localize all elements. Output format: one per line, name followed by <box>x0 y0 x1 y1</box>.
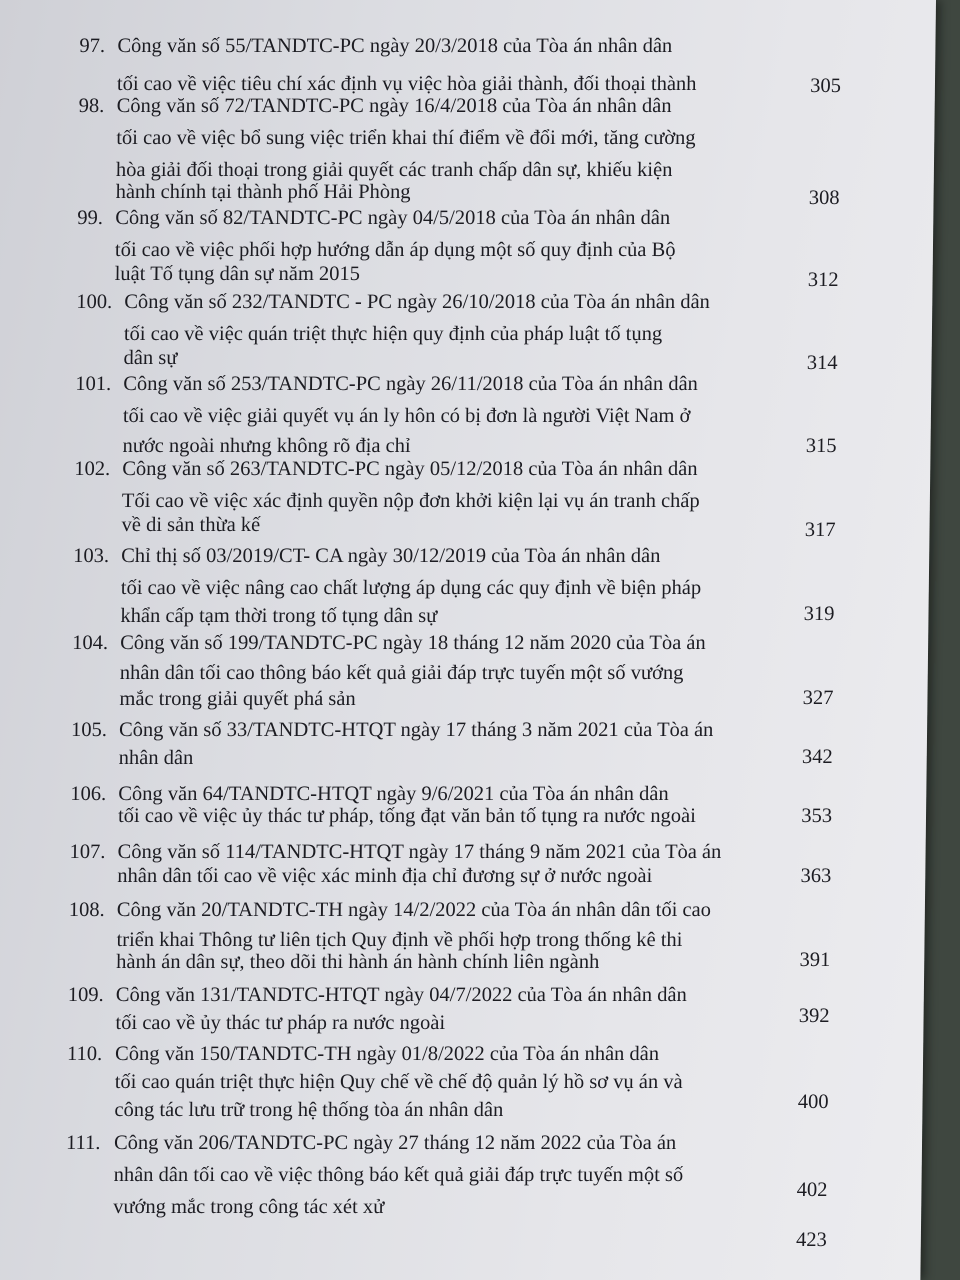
entry-number: 97. <box>79 35 106 57</box>
entry-text-line: tối cao quán triệt thực hiện Quy chế về chế độ quản lý hồ sơ vụ án và <box>114 1071 683 1093</box>
entry-page-number: 305 <box>810 75 842 97</box>
entry-page-number: 402 <box>796 1179 828 1201</box>
entry-text-line: Công văn số 232/TANDTC - PC ngày 26/10/2018 của Tòa án nhân dân <box>124 291 711 313</box>
entry-text-line: Công văn số 263/TANDTC-PC ngày 05/12/2018 của Tòa án nhân dân <box>122 458 698 480</box>
entry-text-line: tối cao về ủy thác tư pháp ra nước ngoài <box>115 1012 446 1034</box>
entry-text-line: Công văn 20/TANDTC-TH ngày 14/2/2022 của Tòa án nhân dân tối cao <box>116 899 712 921</box>
entry-text-line: nhân dân <box>118 747 194 769</box>
entry-page-number: 392 <box>798 1005 830 1027</box>
entry-text-line: Công văn số 82/TANDTC-PC ngày 04/5/2018 của Tòa án nhân dân <box>115 207 671 229</box>
entry-number: 106. <box>70 783 107 805</box>
entry-number: 100. <box>76 291 113 313</box>
entry-text-line: khẩn cấp tạm thời trong tố tụng dân sự <box>120 605 438 627</box>
entry-number: 107. <box>69 841 106 863</box>
entry-text-line: công tác lưu trữ trong hệ thống tòa án nhân dân <box>114 1099 504 1121</box>
entry-number: 98. <box>78 95 105 117</box>
entry-page-number: 319 <box>803 603 835 625</box>
entry-page-number: 391 <box>799 949 831 971</box>
entry-page-number: 342 <box>801 746 833 768</box>
entry-text-line: tối cao về việc phối hợp hướng dẫn áp dụng một số quy định của Bộ <box>114 239 676 261</box>
entry-page-number: 308 <box>808 187 840 209</box>
entry-text-line: tối cao về việc bổ sung việc triển khai thí điểm về đổi mới, tăng cường <box>116 127 696 149</box>
entry-number: 108. <box>68 899 105 921</box>
entry-text-line: hòa giải đối thoại trong giải quyết các tranh chấp dân sự, khiếu kiện <box>115 159 673 181</box>
entry-text-line: tối cao về việc quán triệt thực hiện quy định của pháp luật tố tụng <box>123 323 663 345</box>
entry-text-line: vướng mắc trong công tác xét xử <box>113 1196 385 1218</box>
entry-number: 105. <box>70 719 108 741</box>
entry-text-line: Công văn 131/TANDTC-HTQT ngày 04/7/2022 của Tòa án nhân dân <box>115 984 687 1006</box>
entry-number: 104. <box>72 632 109 654</box>
entry-text-line: Công văn số 33/TANDTC-HTQT ngày 17 tháng 3 năm 2021 của Tòa án <box>118 719 714 741</box>
entry-text-line: tối cao về việc giải quyết vụ án ly hôn có bị đơn là người Việt Nam ở <box>122 405 691 427</box>
entry-text-line: Công văn số 114/TANDTC-HTQT ngày 17 tháng 9 năm 2021 của Tòa án <box>117 841 722 863</box>
entry-text-line: Công văn 64/TANDTC-HTQT ngày 9/6/2021 của Tòa án nhân dân <box>118 783 669 805</box>
entry-text-line: luật Tố tụng dân sự năm 2015 <box>114 263 361 285</box>
entry-text-line: Công văn số 72/TANDTC-PC ngày 16/4/2018 của Tòa án nhân dân <box>116 95 672 117</box>
entry-text-line: dân sự <box>123 347 178 369</box>
entry-text-line: Công văn 206/TANDTC-PC ngày 27 tháng 12 năm 2022 của Tòa án <box>113 1132 677 1154</box>
entry-page-number: 317 <box>804 519 836 541</box>
entry-page-number: 312 <box>807 269 839 291</box>
entry-text-line: Tối cao về việc xác định quyền nộp đơn khởi kiện lại vụ án tranh chấp <box>121 490 700 512</box>
trailing-page-number: 423 <box>795 1229 827 1251</box>
entry-text-line: Chỉ thị số 03/2019/CT- CA ngày 30/12/2019 của Tòa án nhân dân <box>121 545 661 567</box>
entry-text-line: nhân dân tối cao thông báo kết quả giải đáp trực tuyến một số vướng <box>119 662 684 684</box>
entry-page-number: 353 <box>801 805 833 827</box>
entry-text-line: tối cao về việc ủy thác tư pháp, tống đạt văn bản tố tụng ra nước ngoài <box>117 805 697 827</box>
entry-text-line: Công văn số 199/TANDTC-PC ngày 18 tháng 12 năm 2020 của Tòa án <box>120 632 706 654</box>
entry-text-line: Công văn số 55/TANDTC-PC ngày 20/3/2018 của Tòa án nhân dân <box>117 35 673 57</box>
entry-text-line: hành án dân sự, theo dõi thi hành án hành chính liên ngành <box>116 951 600 973</box>
entry-text-line: tối cao về việc nâng cao chất lượng áp dụng các quy định về biện pháp <box>120 577 702 599</box>
entry-text-line: hành chính tại thành phố Hải Phòng <box>115 181 411 203</box>
entry-page-number: 314 <box>806 352 838 374</box>
entry-number: 109. <box>67 984 104 1006</box>
entry-text-line: Công văn 150/TANDTC-TH ngày 01/8/2022 của Tòa án nhân dân <box>114 1043 660 1065</box>
entry-text-line: về di sản thừa kế <box>121 514 261 536</box>
entry-text-line: nước ngoài nhưng không rõ địa chỉ <box>122 435 411 457</box>
entry-number: 111. <box>65 1132 101 1154</box>
entry-page-number: 327 <box>802 687 834 709</box>
entry-text-line: tối cao về việc tiêu chí xác định vụ việc hòa giải thành, đối thoại thành <box>116 73 697 95</box>
entry-page-number: 400 <box>797 1091 829 1113</box>
entry-text-line: mắc trong giải quyết phá sản <box>119 688 356 710</box>
entry-number: 101. <box>75 373 112 395</box>
entry-page-number: 363 <box>800 865 832 887</box>
entry-page-number: 315 <box>805 435 837 457</box>
entry-text-line: triển khai Thông tư liên tịch Quy định về phối hợp trong thống kê thi <box>116 929 683 951</box>
entry-text-line: nhân dân tối cao về việc thông báo kết quả giải đáp trực tuyến một số <box>113 1164 684 1186</box>
entry-number: 102. <box>74 458 111 480</box>
entry-number: 103. <box>73 545 110 567</box>
entry-text-line: nhân dân tối cao về việc xác minh địa chỉ đương sự ở nước ngoài <box>117 865 653 887</box>
entry-text-line: Công văn số 253/TANDTC-PC ngày 26/11/2018 của Tòa án nhân dân <box>123 373 699 395</box>
entry-number: 99. <box>77 207 104 229</box>
entry-number: 110. <box>66 1043 103 1065</box>
